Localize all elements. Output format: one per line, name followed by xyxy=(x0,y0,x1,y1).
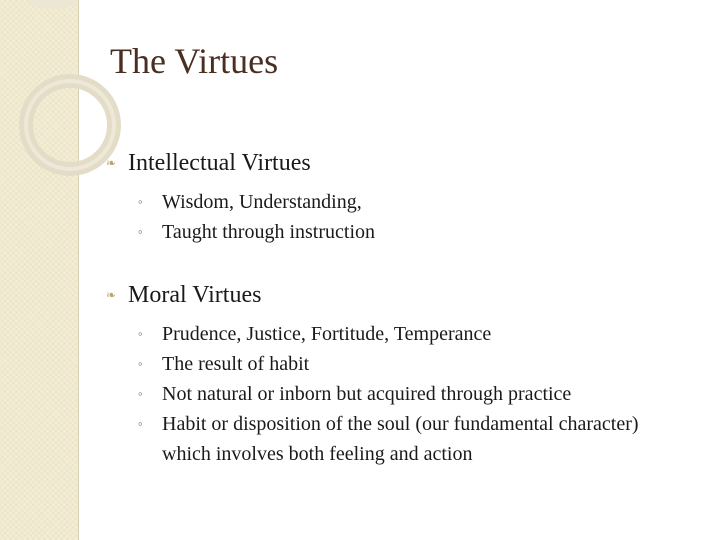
circle-bullet-icon: ◦ xyxy=(138,356,143,371)
feather-bullet-icon: ❧ xyxy=(106,288,117,302)
circle-bullet-icon: ◦ xyxy=(138,416,143,431)
list-item: ◦ Habit or disposition of the soul (our fundamental character) which involves both feeling and action xyxy=(138,409,662,469)
list-item: ◦ Wisdom, Understanding, xyxy=(138,187,662,217)
circle-bullet-icon: ◦ xyxy=(138,224,143,239)
section-heading: Moral Virtues xyxy=(128,282,262,308)
list-item: ◦ Not natural or inborn but acquired through practice xyxy=(138,379,662,409)
circle-bullet-icon: ◦ xyxy=(138,194,143,209)
circle-bullet-icon: ◦ xyxy=(138,326,143,341)
list-item: ◦ Prudence, Justice, Fortitude, Temperance xyxy=(138,319,662,349)
slide-title: The Virtues xyxy=(110,41,279,81)
section-moral-virtues xyxy=(106,282,662,469)
list-item: ◦ Taught through instruction xyxy=(138,217,662,247)
section-intellectual-virtues xyxy=(106,150,662,247)
section-heading: Intellectual Virtues xyxy=(128,150,311,176)
circle-bullet-icon: ◦ xyxy=(138,386,143,401)
feather-bullet-icon: ❧ xyxy=(106,156,117,170)
list-item: ◦ The result of habit xyxy=(138,349,662,379)
